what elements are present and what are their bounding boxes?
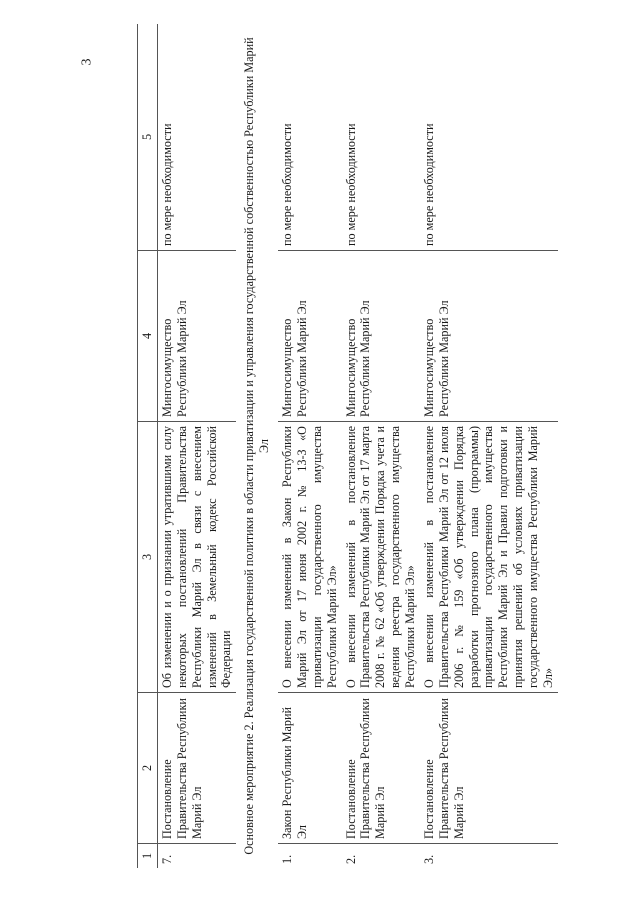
row-number: 1. (278, 844, 342, 869)
legislation-table (137, 24, 558, 868)
row-number: 7. (157, 844, 236, 869)
page-number: 3 (79, 58, 95, 66)
executor: Мингосимущество Республики Марий Эл (278, 251, 342, 422)
document-title: О внесении изменений в постановление Правительства Республики Марий Эл от 12 июля 2006 г. № 159 «Об утверждении Порядка разработки прогнозного плана (программы) приватизации государственного имущества Республики Марий Эл и Правил подготовки и принятия решений об условиях приватизации государственного имущества Республики Марий Эл» (420, 422, 558, 693)
table-row (342, 24, 420, 868)
header-col-4: 4 (138, 251, 158, 422)
table-row (420, 24, 558, 868)
header-col-5: 5 (138, 24, 158, 251)
document-title: О внесении изменений в Закон Республики Марий Эл от 17 июня 2002 г. № 13-З «О приватизации государственного имущества Республики Марий Эл» (278, 422, 342, 693)
section-title: Основное мероприятие 2. Реализация государственной политики в области приватизации и управления государственной собственностью Республики Марий Эл (242, 37, 272, 855)
table-header-row (138, 24, 158, 868)
section-row (236, 24, 278, 868)
document-title: О внесении изменений в постановление Правительства Республики Марий Эл от 17 марта 2008 г. № 62 «Об утверждении Порядка учета и ведения реестра государственного имущества Республики Марий Эл» (342, 422, 420, 693)
deadline: по мере необходимости (343, 123, 358, 246)
document-type: Закон Республики Марий Эл (278, 693, 342, 844)
deadline: по мере необходимости (159, 123, 174, 246)
document-title: Об изменении и о признании утратившими силу некоторых постановлений Правительства Республики Марий Эл в связи с внесением изменений в Земельный кодекс Российской Федерации (157, 422, 236, 693)
executor: Мингосимущество Республики Марий Эл (342, 251, 420, 422)
header-col-2: 2 (138, 693, 158, 844)
rotated-page (125, 0, 625, 880)
executor: Мингосимущество Республики Марий Эл (157, 251, 236, 422)
deadline: по мере необходимости (421, 123, 436, 246)
row-number: 2. (342, 844, 420, 869)
deadline: по мере необходимости (280, 123, 294, 246)
header-col-3: 3 (138, 422, 158, 693)
document-type: Постановление Правительства Республики Марий Эл (157, 693, 236, 844)
executor: Мингосимущество Республики Марий Эл (420, 251, 558, 422)
header-col-1: 1 (138, 844, 158, 869)
table-row (157, 24, 236, 868)
document-type: Постановление Правительства Республики Марий Эл (342, 693, 420, 844)
table-row (278, 24, 342, 868)
document-type: Постановление Правительства Республики Марий Эл (420, 693, 558, 844)
row-number: 3. (420, 844, 558, 869)
